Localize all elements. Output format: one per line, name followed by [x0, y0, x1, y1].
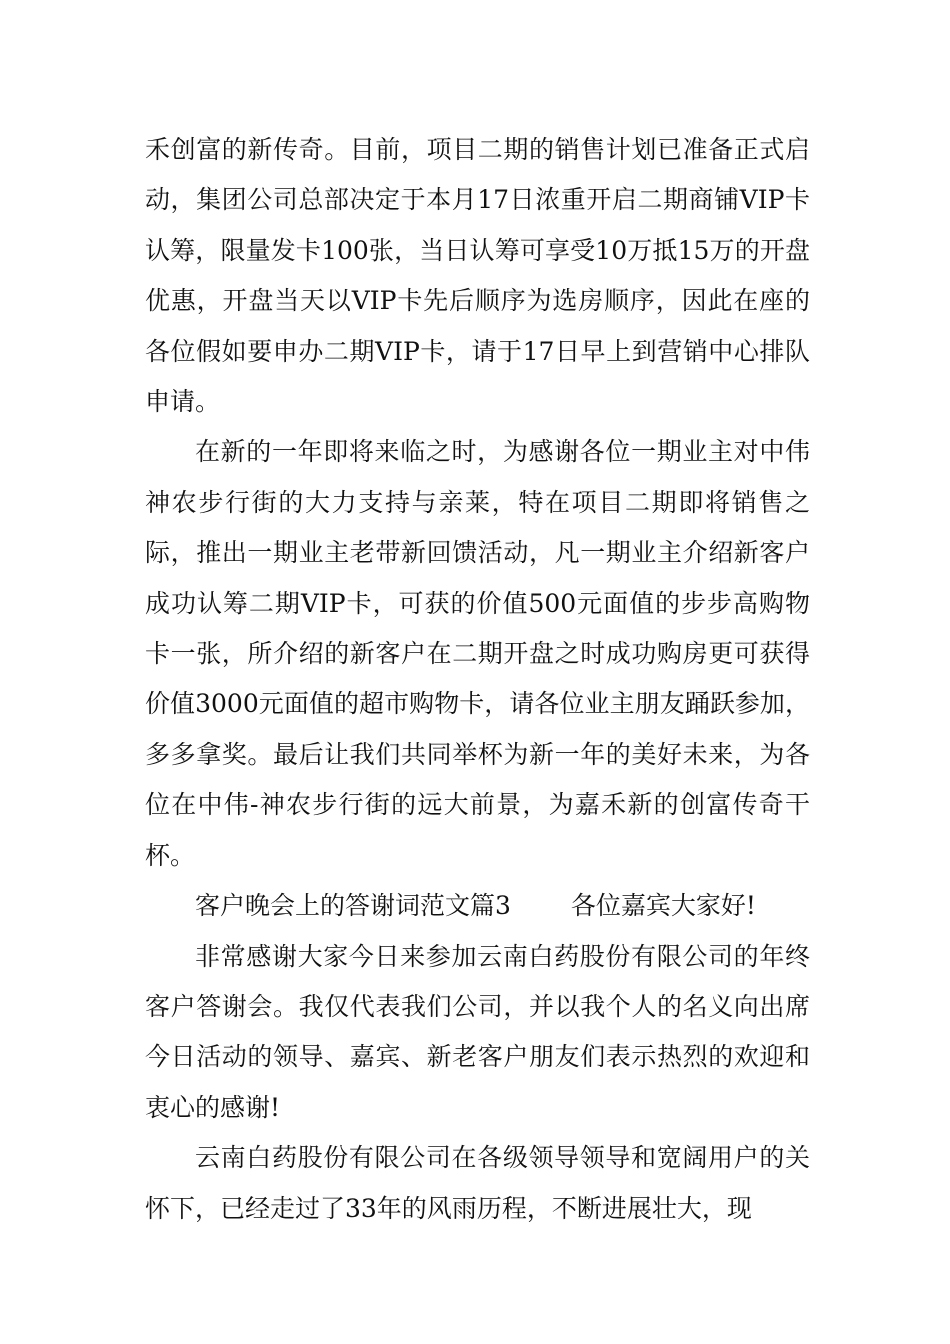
document-body: [145, 125, 810, 1234]
paragraph-company-history: 云南白药股份有限公司在各级领导领导和宽阔用户的关怀下，已经走过了33年的风雨历程，不断进展壮大，现: [145, 1143, 810, 1223]
paragraph-promotion: 在新的一年即将来临之时，为感谢各位一期业主对中伟神农步行街的大力支持与亲莱，特在项目二期即将销售之际，推出一期业主老带新回馈活动，凡一期业主介绍新客户成功认筹二期VIP卡，可获的价值500元面值的步步高购物卡一张，所介绍的新客户在二期开盘之时成功购房更可获得价值3000元面值的超市购物卡，请各位业主朋友踊跃参加，多多拿奖。最后让我们共同举杯为新一年的美好未来，为各位在中伟-神农步行街的远大前景，为嘉禾新的创富传奇干杯。: [145, 437, 810, 870]
section-greeting: 各位嘉宾大家好!: [570, 891, 756, 921]
paragraph-continuation: 禾创富的新传奇。目前，项目二期的销售计划已准备正式启动，集团公司总部决定于本月17日浓重开启二期商铺VIP卡认筹，限量发卡100张，当日认筹可享受10万抵15万的开盘优惠，开盘当天以VIP卡先后顺序为选房顺序，因此在座的各位假如要申办二期VIP卡，请于17日早上到营销中心排队申请。: [145, 135, 810, 417]
section-title: 客户晚会上的答谢词范文篇3: [195, 891, 511, 921]
paragraph-thanks: 非常感谢大家今日来参加云南白药股份有限公司的年终客户答谢会。我仅代表我们公司，并以我个人的名义向出席今日活动的领导、嘉宾、新老客户朋友们表示热烈的欢迎和衷心的感谢!: [145, 941, 810, 1122]
section-heading: [145, 881, 810, 931]
